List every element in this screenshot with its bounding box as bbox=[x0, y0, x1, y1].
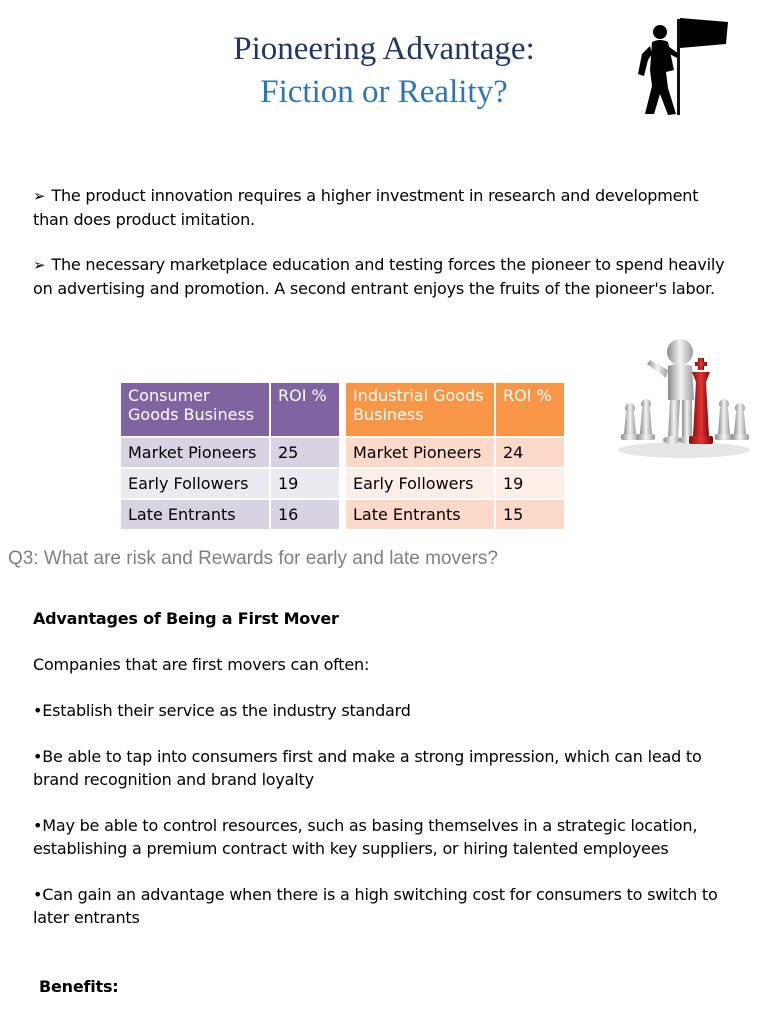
table-cell: Market Pioneers bbox=[121, 438, 271, 469]
table-cell: 15 bbox=[496, 500, 566, 531]
table-cell: Late Entrants bbox=[121, 500, 271, 531]
arrow-bullet-icon: ➢ bbox=[33, 187, 46, 205]
advantage-item-1: •Establish their service as the industry standard bbox=[33, 701, 411, 720]
table-cell: 19 bbox=[496, 469, 566, 500]
table-cell: 19 bbox=[271, 469, 341, 500]
advantage-item-2: •Be able to tap into consumers first and make a strong impression, which can lead to brand recognition and brand loyalty bbox=[33, 747, 702, 789]
question-heading: Q3: What are risk and Rewards for early and late movers? bbox=[8, 548, 498, 569]
table-cell: 16 bbox=[271, 500, 341, 531]
section-intro: Companies that are first movers can often: bbox=[33, 655, 370, 674]
bullet-2 bbox=[33, 253, 733, 300]
table-header: Consumer Goods Business bbox=[121, 383, 271, 438]
table-cell: Early Followers bbox=[121, 469, 271, 500]
arrow-bullet-icon: ➢ bbox=[33, 256, 46, 274]
table-header: ROI % bbox=[496, 383, 566, 438]
table-cell: Late Entrants bbox=[346, 500, 496, 531]
benefits-label: Benefits: bbox=[39, 977, 119, 996]
table-header: ROI % bbox=[271, 383, 341, 438]
section-heading: Advantages of Being a First Mover bbox=[33, 609, 339, 628]
title-line-1: Pioneering Advantage: bbox=[233, 31, 535, 67]
advantage-item-4: •Can gain an advantage when there is a high switching cost for consumers to switch to later entrants bbox=[33, 885, 718, 927]
table-header: Industrial Goods Business bbox=[346, 383, 496, 438]
chess-leader-icon bbox=[612, 338, 752, 460]
bullet-1-text: The product innovation requires a higher investment in research and development than does product imitation. bbox=[33, 186, 699, 229]
consumer-roi-table bbox=[121, 383, 341, 531]
advantage-item-3: •May be able to control resources, such as basing themselves in a strategic location, establishing a premium contract with key suppliers, or hiring talented employees bbox=[33, 816, 698, 858]
bullet-1 bbox=[33, 184, 733, 231]
table-cell: Market Pioneers bbox=[346, 438, 496, 469]
bullet-2-text: The necessary marketplace education and testing forces the pioneer to spend heavily on advertising and promotion. A second entrant enjoys the fruits of the pioneer's labor. bbox=[33, 255, 725, 298]
hiker-with-flag-icon bbox=[630, 14, 730, 120]
industrial-roi-table bbox=[346, 383, 566, 531]
title-line-2: Fiction or Reality? bbox=[260, 74, 508, 110]
table-cell: Early Followers bbox=[346, 469, 496, 500]
table-cell: 25 bbox=[271, 438, 341, 469]
table-cell: 24 bbox=[496, 438, 566, 469]
